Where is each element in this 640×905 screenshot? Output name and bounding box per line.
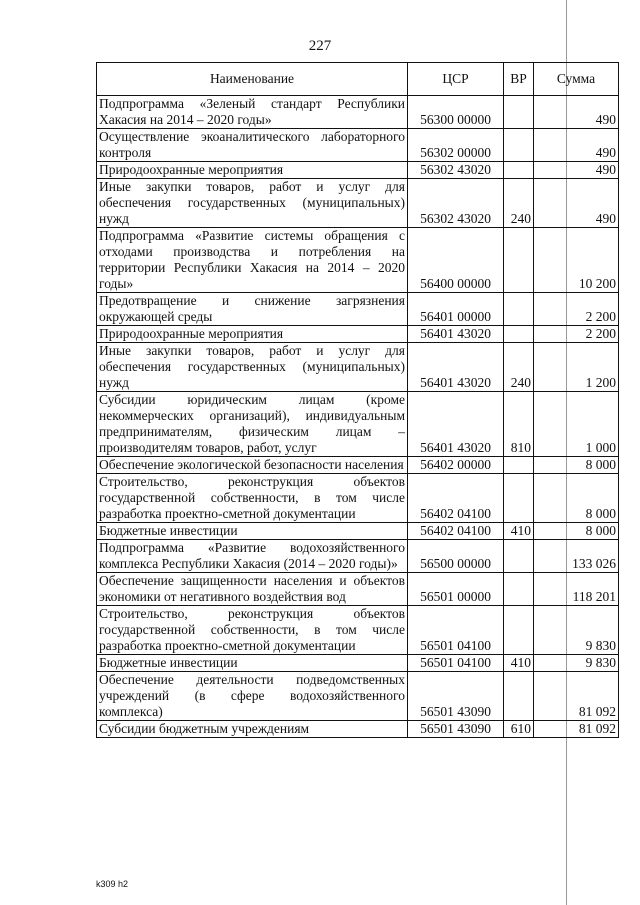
row-csr-cell: 56402 04100 (408, 523, 504, 540)
column-header-name: Наименование (97, 63, 408, 96)
row-name-cell: Субсидии юридическим лицам (кроме некоммерческих организаций), индивидуальным предпринимателям, физическим лицам – производителям товаров, работ, услуг (97, 392, 408, 457)
column-header-csr: ЦСР (408, 63, 504, 96)
row-csr-cell: 56500 00000 (408, 540, 504, 573)
row-csr-cell: 56501 04100 (408, 606, 504, 655)
row-vr-cell (504, 474, 534, 523)
row-sum-cell: 8 000 (534, 457, 619, 474)
table-row (97, 721, 619, 738)
row-name-cell: Осуществление экоаналитического лабораторного контроля (97, 129, 408, 162)
table-row (97, 672, 619, 721)
row-sum-cell: 8 000 (534, 474, 619, 523)
row-vr-cell (504, 293, 534, 326)
row-name-cell: Бюджетные инвестиции (97, 655, 408, 672)
row-csr-cell: 56501 04100 (408, 655, 504, 672)
table-row (97, 96, 619, 129)
row-name-cell: Бюджетные инвестиции (97, 523, 408, 540)
row-csr-cell: 56302 00000 (408, 129, 504, 162)
row-name-cell: Предотвращение и снижение загрязнения окружающей среды (97, 293, 408, 326)
row-csr-cell: 56501 00000 (408, 573, 504, 606)
row-sum-cell: 1 200 (534, 343, 619, 392)
row-sum-cell: 81 092 (534, 721, 619, 738)
row-sum-cell: 490 (534, 129, 619, 162)
row-sum-cell: 9 830 (534, 655, 619, 672)
table-row (97, 523, 619, 540)
row-name-cell: Иные закупки товаров, работ и услуг для обеспечения государственных (муниципальных) нужд (97, 343, 408, 392)
row-csr-cell: 56302 43020 (408, 162, 504, 179)
row-vr-cell: 410 (504, 655, 534, 672)
row-sum-cell: 133 026 (534, 540, 619, 573)
row-vr-cell: 240 (504, 343, 534, 392)
table-row (97, 573, 619, 606)
row-sum-cell: 490 (534, 96, 619, 129)
row-vr-cell (504, 228, 534, 293)
budget-table (96, 62, 619, 738)
row-vr-cell (504, 96, 534, 129)
row-vr-cell (504, 326, 534, 343)
row-name-cell: Обеспечение экологической безопасности населения (97, 457, 408, 474)
row-vr-cell (504, 129, 534, 162)
row-name-cell: Природоохранные мероприятия (97, 162, 408, 179)
table-row (97, 228, 619, 293)
row-sum-cell: 81 092 (534, 672, 619, 721)
row-name-cell: Природоохранные мероприятия (97, 326, 408, 343)
row-name-cell: Строительство, реконструкция объектов государственной собственности, в том числе разработка проектно-сметной документации (97, 474, 408, 523)
row-sum-cell: 9 830 (534, 606, 619, 655)
row-sum-cell: 10 200 (534, 228, 619, 293)
row-sum-cell: 2 200 (534, 326, 619, 343)
row-vr-cell: 810 (504, 392, 534, 457)
row-csr-cell: 56401 43020 (408, 392, 504, 457)
row-csr-cell: 56402 04100 (408, 474, 504, 523)
row-sum-cell: 2 200 (534, 293, 619, 326)
column-header-sum: Сумма (534, 63, 619, 96)
column-header-vr: ВР (504, 63, 534, 96)
row-vr-cell (504, 540, 534, 573)
table-header-row (97, 63, 619, 96)
row-csr-cell: 56302 43020 (408, 179, 504, 228)
row-csr-cell: 56400 00000 (408, 228, 504, 293)
row-csr-cell: 56300 00000 (408, 96, 504, 129)
table-row (97, 540, 619, 573)
row-vr-cell: 610 (504, 721, 534, 738)
row-vr-cell (504, 606, 534, 655)
row-name-cell: Иные закупки товаров, работ и услуг для обеспечения государственных (муниципальных) нужд (97, 179, 408, 228)
row-sum-cell: 118 201 (534, 573, 619, 606)
table-row (97, 474, 619, 523)
row-csr-cell: 56501 43090 (408, 672, 504, 721)
table-row (97, 457, 619, 474)
table-row (97, 392, 619, 457)
table-row (97, 162, 619, 179)
row-name-cell: Обеспечение защищенности населения и объектов экономики от негативного воздействия вод (97, 573, 408, 606)
row-sum-cell: 8 000 (534, 523, 619, 540)
row-name-cell: Обеспечение деятельности подведомственных учреждений (в сфере водохозяйственного комплекса) (97, 672, 408, 721)
table-row (97, 129, 619, 162)
row-sum-cell: 490 (534, 162, 619, 179)
row-vr-cell (504, 162, 534, 179)
row-csr-cell: 56401 00000 (408, 293, 504, 326)
footer-code: k309 h2 (96, 879, 129, 889)
row-sum-cell: 1 000 (534, 392, 619, 457)
row-sum-cell: 490 (534, 179, 619, 228)
row-vr-cell (504, 672, 534, 721)
row-name-cell: Подпрограмма «Зеленый стандарт Республики Хакасия на 2014 – 2020 годы» (97, 96, 408, 129)
page-number: 227 (308, 38, 332, 54)
row-vr-cell (504, 573, 534, 606)
row-name-cell: Подпрограмма «Развитие системы обращения с отходами производства и потребления на территории Республики Хакасия на 2014 – 2020 годы» (97, 228, 408, 293)
row-vr-cell (504, 457, 534, 474)
row-name-cell: Субсидии бюджетным учреждениям (97, 721, 408, 738)
row-name-cell: Подпрограмма «Развитие водохозяйственного комплекса Республики Хакасия (2014 – 2020 годы)» (97, 540, 408, 573)
row-csr-cell: 56402 00000 (408, 457, 504, 474)
table-row (97, 343, 619, 392)
table-row (97, 179, 619, 228)
row-name-cell: Строительство, реконструкция объектов государственной собственности, в том числе разработка проектно-сметной документации (97, 606, 408, 655)
row-csr-cell: 56501 43090 (408, 721, 504, 738)
row-vr-cell: 240 (504, 179, 534, 228)
table-row (97, 326, 619, 343)
table-row (97, 655, 619, 672)
table-body (97, 96, 619, 738)
row-vr-cell: 410 (504, 523, 534, 540)
table-row (97, 606, 619, 655)
table-row (97, 293, 619, 326)
row-csr-cell: 56401 43020 (408, 343, 504, 392)
row-csr-cell: 56401 43020 (408, 326, 504, 343)
